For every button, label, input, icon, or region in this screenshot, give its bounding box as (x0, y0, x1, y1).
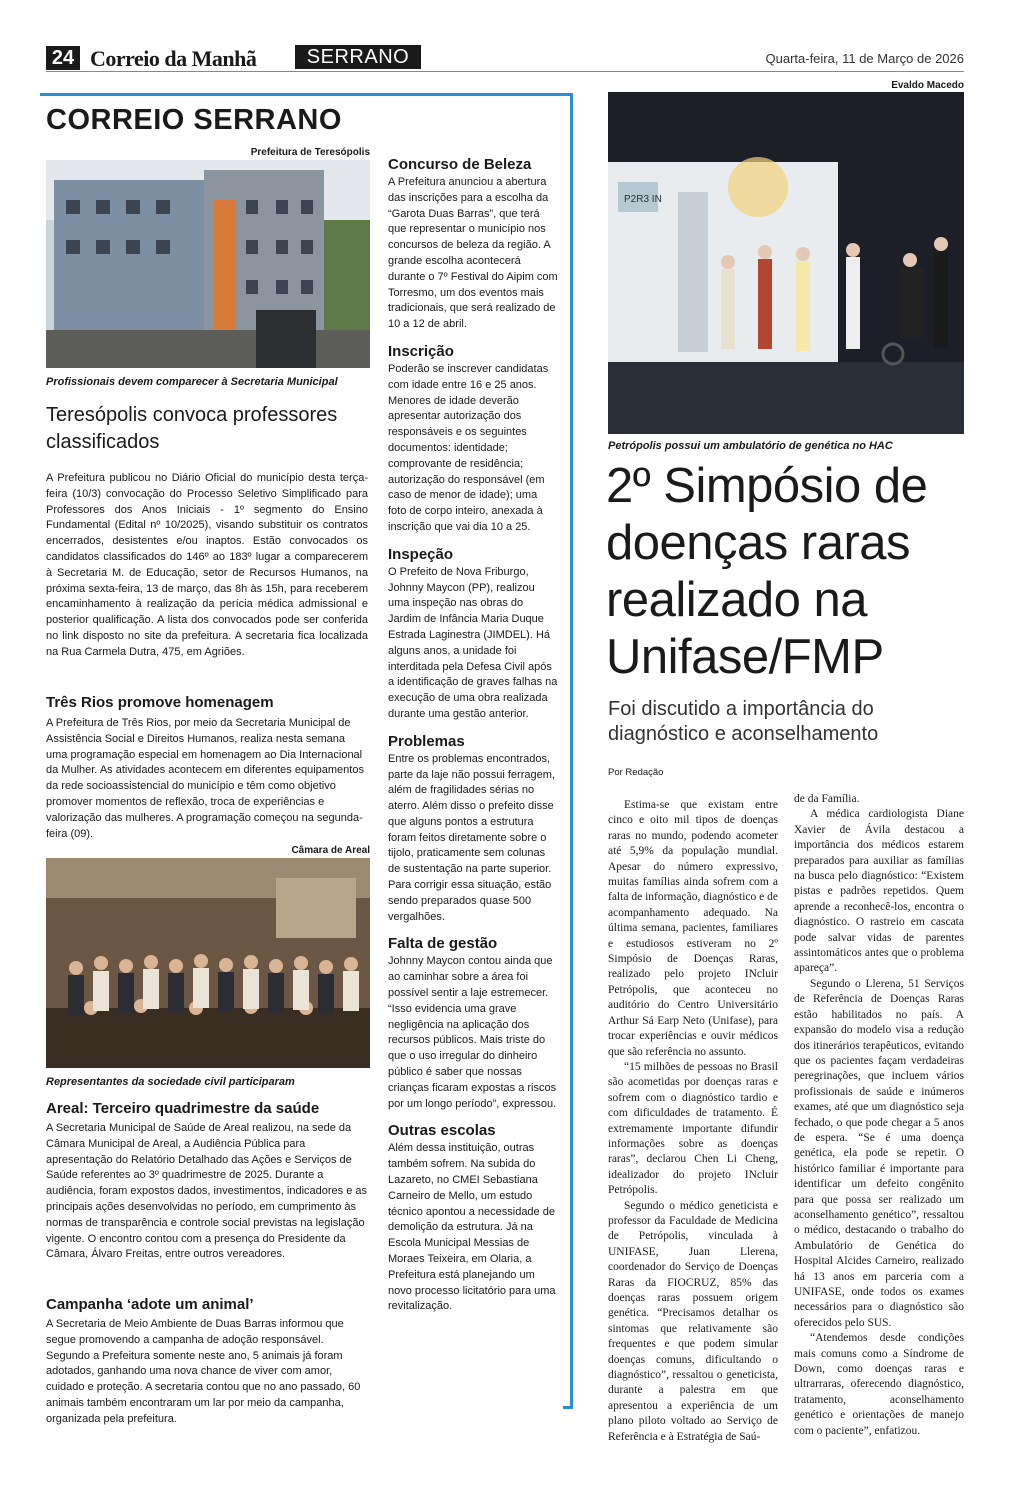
section-title: CORREIO SERRANO (46, 104, 342, 136)
campanha-headline: Campanha ‘adote um animal’ (46, 1296, 254, 1313)
dateline: Quarta-feira, 11 de Março de 2026 (765, 51, 964, 66)
paragraph: Segundo o médico geneticista e professor da Faculdade de Medicina de Petrópolis, vinculada à UNIFASE, Juan Llerena, coordenador do Serviço de Doenças Raras da FIOCRUZ, 85% das doenças raras possuem origem genética. “Precisamos detalhar os sintomas que relativamente são frequentes e que podem simular doenças comuns, dificultando o diagnóstico”, ressaltou o geneticista, durante a palestra em que apresentou a experiência de um plano piloto voltado ao Serviço de Referência e à Estratégia de Saú- (608, 1199, 778, 1443)
paragraph: “15 milhões de pessoas no Brasil são acometidas por doenças raras e sofrem com o diagnóstico tardio e com dificuldades de tratamento. É extremamente importante difundir informações sobre as doenças raras”, declarou Chen Li Cheng, idealizador do projeto INcluir Petrópolis. (608, 1060, 778, 1197)
falta-gestao-heading: Falta de gestão (388, 935, 498, 953)
paragraph: de da Família. (794, 793, 860, 805)
frame-corner (563, 1406, 573, 1409)
areal-body: A Secretaria Municipal de Saúde de Areal realizou, na sede da Câmara Municipal de Areal, a Audiência Pública para apresentação do Relatório Detalhado das Ações e Serviços de Saúde referentes ao 3º quadrimestre de 2025. Durante a audiência, foram expostos dados, investimentos, indicadores e as principais ações desenvolvidas no período, em cumprimento às normas de transparência e controle social previstas na legislação vigente. O encontro contou com a presença do Presidente da Câmara, Álvaro Freitas, entre outros vereadores. (46, 1122, 368, 1261)
problemas-block (388, 733, 558, 926)
page-number: 24 (46, 46, 80, 70)
concurso-block (388, 156, 558, 333)
paragraph: “Atendemos desde condições mais comuns como a Síndrome de Down, como doenças raras e ultrarraras, oferecendo diagnóstico, tratamento, aconselhamento genético e orientações de manejo com o paciente”, enfatizou. (794, 1332, 964, 1437)
inspecao-body: O Prefeito de Nova Friburgo, Johnny Maycon (PP), realizou uma inspeção nas obras do Jardim de Infância Maria Duque Estrada Laginestra (JIMDEL). Há alguns anos, a unidade foi interditada pela Defesa Civil após a identificação de graves falhas na execução de uma obra realizada durante uma gestão anterior. (388, 565, 558, 720)
teresopolis-body: A Prefeitura publicou no Diário Oficial do município desta terça-feira (10/3) convocação do Processo Seletivo Simplificado para Professores dos Anos Iniciais - 1º segmento do Ensino Fundamental (Edital nº 10/2025), visando substituir os contratos encerrados, desistentes e/ou inaptos. Estão convocados os candidatos classificados do 146º ao 183º lugar a comparecerem à Secretaria M. de Educação, setor de Recursos Humanos, na próxima sexta-feira, 13 de março, das 8h às 15h, para receberem encaminhamento à realização da perícia médica admissional e posterior qualificação. A lista dos convocados pode ser conferida no link disposto no site da prefeitura. A secretaria fica localizada na Rua Carmela Dutra, 475, em Agriões. (46, 472, 368, 658)
subheadline: Foi discutido a importância do diagnóstico e aconselhamento (608, 698, 879, 745)
screen-text: P2R3 IN (624, 194, 662, 205)
inscricao-body: Poderão se inscrever candidatas com idade entre 16 e 25 anos. Menores de idade deverão apresentar autorização dos responsáveis e os seguintes documentos: identidade; comprovante de residência; autorização do responsável (em caso de menor de idade); uma foto de corpo inteiro, anexada à inscrição que vai dia 10 a 25. (388, 362, 549, 533)
byline: Por Redação (608, 767, 664, 778)
problemas-heading: Problemas (388, 732, 465, 750)
paragraph: Segundo o Llerena, 51 Serviços de Referência de Doenças Raras estão habilitados no país. A expansão do modelo visa a redução dos itinerários terapêuticos, evitando que os pacientes façam verdadeiras peregrinações, que incluem vários profissionais de saúde e inúmeros exames, até que um diagnóstico seja fechado, o que pode chegar a 5 anos de espera. “Se é uma doença genética, ela pode se repetir. O histórico familiar é importante para identificar um defeito congênito para que possa ser realizado um aconselhamento genético”, ressaltou o médico, destacando o trabalho do Ambulatório de Genética do Hospital Alcides Carneiro, realizado há 13 anos em parceria com a UNIFASE, onde todos os exames necessários para o diagnóstico são oferecidos pelo SUS. (794, 977, 964, 1329)
middle-column (388, 156, 558, 1315)
tres-rios-headline: Três Rios promove homenagem (46, 694, 274, 711)
paragraph: A médica cardiologista Diane Xavier de Ávila destacou a importância dos médicos estarem preparados para auxiliar as famílias na busca pelo diagnóstico: “Existem pistas e padrões repetidos. Quem aprende a reconhecê-los, encontra o diagnóstico. O rastreio em cascata pode salvar vidas de parentes assintomáticos antes que o problema apareça”. (794, 808, 964, 975)
falta-gestao-block (388, 935, 558, 1112)
areal-headline: Areal: Terceiro quadrimestre da saúde (46, 1100, 320, 1117)
inscricao-block (388, 343, 558, 536)
teresopolis-headline: Teresópolis convoca professores classificados (46, 404, 338, 453)
photo-caption: Profissionais devem comparecer à Secretaria Municipal (46, 376, 338, 388)
symposium-photo (608, 92, 964, 434)
masthead-logo: Correio da Manhã (90, 46, 257, 71)
outras-escolas-heading: Outras escolas (388, 1122, 496, 1140)
outras-escolas-body: Além dessa instituição, outras também sofrem. Na subida do Lazareto, no CMEI Sebastiana Carneiro de Mello, um estudo técnico apontou a necessidade de demolição da estrutura. Já na Escola Municipal Messias de Moraes Teixeira, em Olaria, a Prefeitura está planejando um novo processo licitatório para uma revitalização. (388, 1142, 556, 1313)
problemas-body: Entre os problemas encontrados, parte da laje não possui ferragem, além de fragilidades sérias no aterro. Além disso o prefeito disse que alguns pontos a estrutura foram feitos diretamente sobre o tijolo, praticamente sem colunas de sustentação na parte superior. Para corrigir essa situação, estão sendo preparados quase 500 vergalhões. (388, 752, 555, 923)
header-divider (46, 71, 964, 72)
photo-caption: Representantes da sociedade civil participaram (46, 1076, 295, 1088)
group-photo (46, 858, 370, 1068)
article-column-2 (794, 792, 964, 1439)
section-tag: SERRANO (295, 45, 421, 69)
building-photo (46, 160, 370, 368)
inscricao-heading: Inscrição (388, 342, 454, 360)
main-headline: 2º Simpósio de doenças raras realizado na Unifase/FMP (606, 459, 928, 684)
photo-credit: Prefeitura de Teresópolis (250, 147, 370, 158)
concurso-body: A Prefeitura anunciou a abertura das inscrições para a escolha da “Garota Duas Barras”, que terá que representar o município nos concursos de beleza da região. A grande escolha acontecerá durante o 7º Festival do Aipim com Torresmo, um dos eventos mais tradicionais, que será realizado de 10 a 12 de abril. (388, 176, 558, 331)
paragraph: Estima-se que existam entre cinco e oito mil tipos de doenças raras no mundo, podendo acometer até 5,9% da população mundial. Apesar do número expressivo, muitas famílias ainda sofrem com a falta de informação, diagnóstico e de acompanhamento adequado. Na última semana, pacientes, familiares e estudiosos estiveram no 2º Simpósio de Doenças Raras, realizado pelo projeto INcluir Petrópolis, que aconteceu no auditório do Centro Universitário Arthur Sá Earp Neto (Unifase), para trocar experiências e ouvir médicos que são referência no assunto. (608, 799, 778, 1058)
inspecao-block (388, 546, 558, 723)
photo-credit: Evaldo Macedo (891, 80, 964, 91)
tres-rios-body: A Prefeitura de Três Rios, por meio da Secretaria Municipal de Assistência Social e Direitos Humanos, realiza nesta semana uma programação especial em homenagem ao Dia Internacional da Mulher. As atividades acontecem em diferentes equipamentos da rede socioassistencial do município e têm como objetivo promover momentos de reflexão, troca de experiências e valorização das mulheres. A programação começou na segunda-feira (09). (46, 717, 364, 840)
article-column-1 (608, 798, 778, 1445)
campanha-body: A Secretaria de Meio Ambiente de Duas Barras informou que segue promovendo a campanha de adoção responsável. Segundo a Prefeitura somente neste ano, 5 animais já foram adotados, ganhando uma nova chance de viver com amor, cuidado e proteção. A secretaria contou que no ano passado, 60 animais também encontraram um lar por meio da campanha, organizada pela prefeitura. (46, 1318, 361, 1425)
photo-credit: Câmara de Areal (291, 845, 370, 856)
photo-caption: Petrópolis possui um ambulatório de genética no HAC (608, 440, 893, 452)
concurso-heading: Concurso de Beleza (388, 156, 532, 173)
outras-escolas-block (388, 1122, 558, 1315)
inspecao-heading: Inspeção (388, 545, 454, 563)
falta-gestao-body: Johnny Maycon contou ainda que ao caminhar sobre a área foi possível sentir a laje estremecer. “Isso evidencia uma grave negligência na aplicação dos recursos públicos. Mais triste do que o uso irregular do dinheiro público é saber que nossas crianças ficaram expostas a riscos por um longo período”, expressou. (388, 955, 557, 1110)
